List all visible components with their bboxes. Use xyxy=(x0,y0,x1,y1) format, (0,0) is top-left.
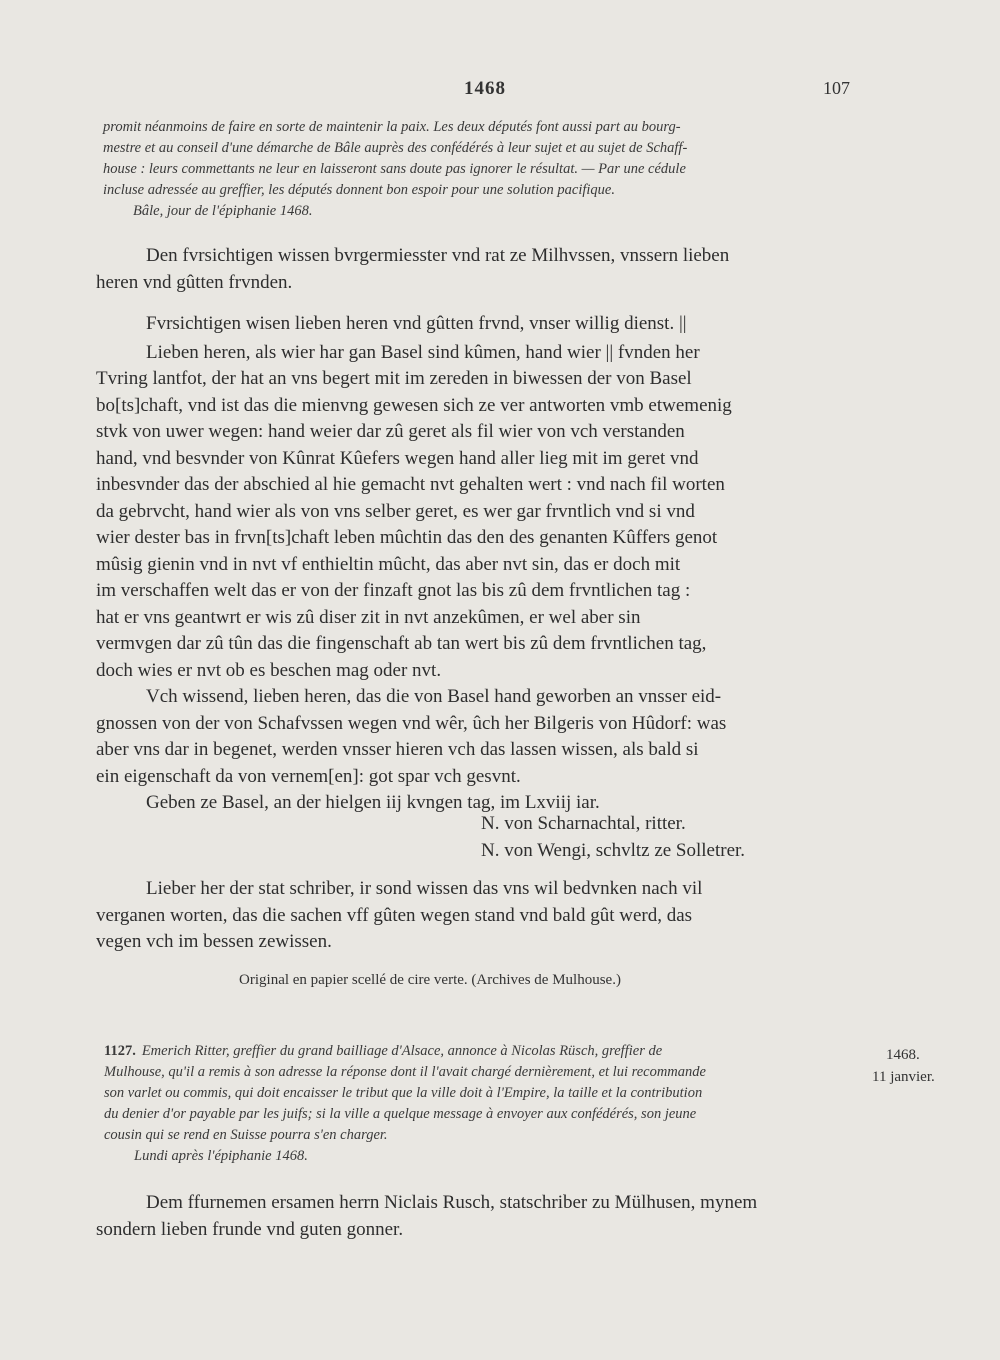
margin-day: 11 janvier. xyxy=(872,1069,935,1085)
body-line: vermvgen dar zû tûn das die fingenschaft ab tan wert bis zû dem frvntlichen tag, xyxy=(96,633,707,654)
entry-summary-line: son varlet ou commis, qui doit encaisser le tribut que la ville doit à l'Empire, la taille et la contribution xyxy=(104,1085,703,1101)
body-line: inbesvnder das der abschied al hie gemacht nvt gehalten wert : vnd nach fil worten xyxy=(96,474,725,495)
margin-year: 1468. xyxy=(886,1047,920,1063)
letter-body xyxy=(96,311,856,817)
body-line: bo[ts]chaft, vnd ist das die mienvng gewesen sich ze ver antworten vmb etwemenig xyxy=(96,394,732,416)
body-line: da gebrvcht, hand wier als von vns selber geret, es wer gar frvntlich vnd si vnd xyxy=(96,500,695,522)
body-line: wier dester bas in frvn[ts]chaft leben mûchtin das den des genanten Kûffers genot xyxy=(96,527,718,548)
summary-line: house : leurs commettants ne leur en laisseront sans doute pas ignorer le résultat. — Par une cédule xyxy=(103,161,686,177)
address-line: sondern lieben frunde vnd guten gonner. xyxy=(96,1218,404,1240)
letter-address xyxy=(96,243,856,296)
body-line: Geben ze Basel, an der hielgen iij kvngen tag, im Lxviij iar. xyxy=(146,792,600,813)
summary-line: mestre et au conseil d'une démarche de Bâle auprès des confédérés à leur sujet et au sujet de Schaff- xyxy=(103,140,688,156)
body-line: gnossen von der von Schafvssen wegen vnd wêr, ûch her Bilgeris von Hûdorf: was xyxy=(96,712,727,734)
body-line: hand, vnd besvnder von Kûnrat Kûefers wegen hand aller lieg mit im geret vnd xyxy=(96,447,699,469)
postscript-line: vegen vch im bessen zewissen. xyxy=(96,931,332,952)
entry-summary-line: Mulhouse, qu'il a remis à son adresse la réponse dont il l'avait chargé dernièrement, et lui recommande xyxy=(104,1064,706,1080)
body-line: stvk von uwer wegen: hand weier dar zû geret als fil wier von vch verstanden xyxy=(96,421,685,442)
signature-line: N. von Wengi, schvltz ze Solletrer. xyxy=(481,839,746,861)
body-line: Tvring lantfot, der hat an vns begert mit im zereden in biwessen der von Basel xyxy=(96,368,692,389)
body-line: ein eigenschaft da von vernem[en]: got spar vch gesvnt. xyxy=(96,765,521,787)
letter-postscript xyxy=(96,876,856,956)
body-line: im verschaffen welt das er von der finzaft gnot las bis zû dem frvntlichen tag : xyxy=(96,580,691,601)
entry-summary-line: cousin qui se rend en Suisse pourra s'en charger. xyxy=(104,1127,388,1143)
body-line: aber vns dar in begenet, werden vnsser hieren vch das lassen wissen, als bald si xyxy=(96,739,699,760)
summary-line: promit néanmoins de faire en sorte de maintenir la paix. Les deux députés font aussi part au bourg- xyxy=(103,119,681,135)
page-header-year: 1468 xyxy=(464,78,506,99)
margin-date xyxy=(872,1044,935,1088)
entry-summary-line: 1127. Emerich Ritter, greffier du grand bailliage d'Alsace, annonce à Nicolas Rüsch, greffier de xyxy=(104,1043,663,1059)
entry-summary-line: du denier d'or payable par les juifs; si la ville a quelque message à envoyer aux confédérés, son jeune xyxy=(104,1106,697,1122)
entry-date: Lundi après l'épiphanie 1468. xyxy=(134,1148,308,1164)
entry-1127-summary xyxy=(104,1041,866,1167)
address-line: Den fvrsichtigen wissen bvrgermiesster vnd rat ze Milhvssen, vnssern lieben xyxy=(146,245,730,266)
letter-signatures xyxy=(96,811,856,864)
source-note: Original en papier scellé de cire verte. (Archives de Mulhouse.) xyxy=(239,972,621,988)
summary-line: incluse adressée au greffier, les députés donnent bon espoir pour une solution pacifique. xyxy=(103,182,615,198)
address-line: Dem ffurnemen ersamen herrn Niclais Rusch, statschriber zu Mülhusen, mynem xyxy=(146,1192,758,1213)
postscript-line: verganen worten, das die sachen vff gûten wegen stand vnd bald gût werd, das xyxy=(96,904,693,926)
summary-continued xyxy=(103,117,865,222)
entry-number: 1127. xyxy=(104,1043,136,1059)
body-line: doch wies er nvt ob es beschen mag oder nvt. xyxy=(96,659,442,681)
body-line: Fvrsichtigen wisen lieben heren vnd gûtten frvnd, vnser willig dienst. || xyxy=(146,313,687,334)
address-line: heren vnd gûtten frvnden. xyxy=(96,271,293,293)
postscript-line: Lieber her der stat schriber, ir sond wissen das vns wil bedvnken nach vil xyxy=(146,878,703,899)
body-line: Vch wissend, lieben heren, das die von Basel hand geworben an vnsser eid- xyxy=(146,686,722,707)
body-line: hat er vns geantwrt er wis zû diser zit in nvt anzekûmen, er wel aber sin xyxy=(96,606,641,628)
signature-line: N. von Scharnachtal, ritter. xyxy=(481,813,686,834)
summary-date: Bâle, jour de l'épiphanie 1468. xyxy=(133,203,313,219)
entry-1127-address xyxy=(96,1190,856,1243)
body-line: mûsig gienin vnd in nvt vf enthieltin mûcht, das aber nvt sin, das er doch mit xyxy=(96,553,681,575)
page-number: 107 xyxy=(823,78,850,98)
body-line: Lieben heren, als wier har gan Basel sind kûmen, hand wier || fvnden her xyxy=(146,341,700,363)
